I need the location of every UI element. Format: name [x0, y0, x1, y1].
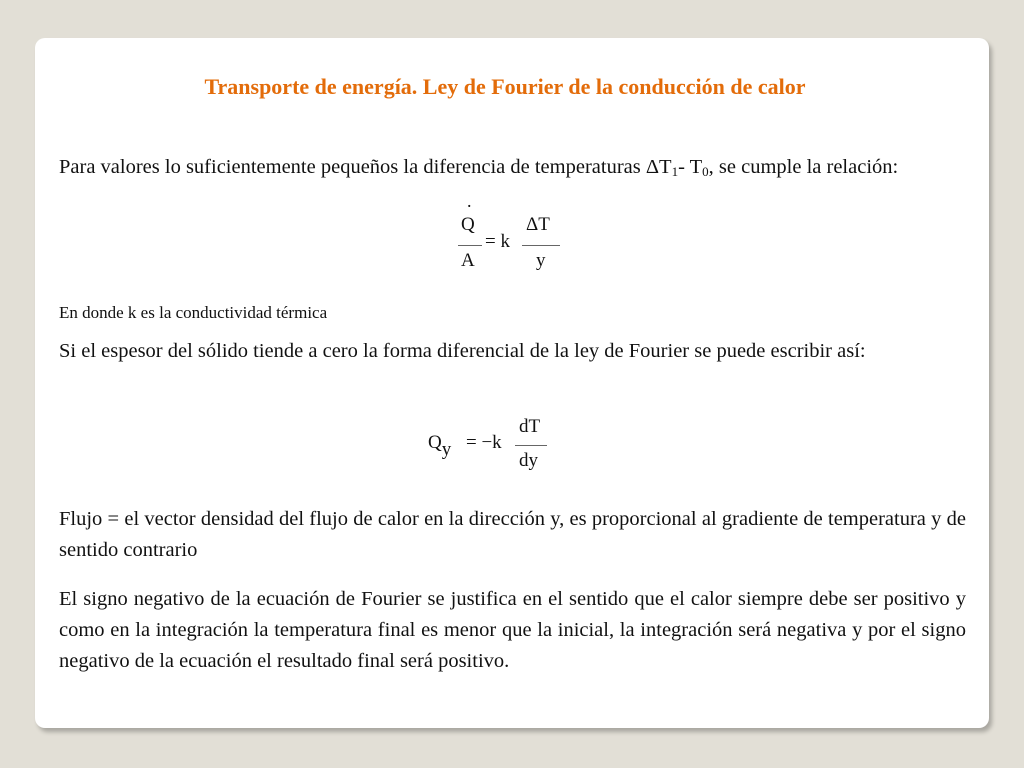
- eq1-rhs-numerator: ΔT: [526, 214, 550, 235]
- intro-text-mid: - T: [678, 156, 703, 178]
- eq2-lhs: [428, 432, 452, 460]
- eq1-equals-k: = k: [485, 231, 510, 252]
- eq1-numerator: Q: [461, 214, 475, 235]
- paragraph-intro: [59, 152, 966, 183]
- eq2-lhs-q: Q: [428, 432, 442, 453]
- subscript-0: 0: [702, 164, 709, 179]
- q-dot: .: [467, 191, 472, 211]
- paragraph-flux: Flujo = el vector densidad del flujo de calor en la dirección y, es proporcional al gradiente de temperatura y de sentido contrario: [59, 508, 966, 561]
- equation-fourier-law: [428, 412, 558, 476]
- intro-text-after: , se cumple la relación:: [708, 156, 899, 178]
- subscript-1: 1: [671, 164, 679, 179]
- intro-text-before: Para valores lo suficientemente pequeños la diferencia de temperaturas ΔT: [59, 156, 672, 178]
- paragraph-differential: Si el espesor del sólido tiende a cero la forma diferencial de la ley de Fourier se puede escribir así:: [59, 340, 866, 362]
- equation-heat-flux: [455, 191, 575, 278]
- slide-title: Transporte de energía. Ley de Fourier de la conducción de calor: [204, 74, 806, 99]
- paragraph-negative-sign: El signo negativo de la ecuación de Fourier se justifica en el sentido que el calor siempre debe ser positivo y como en la integración la temperatura final es menor que la inicial, la integración será negativa y por el signo negativo de la ecuación el resultado final será positivo.: [59, 588, 966, 672]
- eq1-denominator: A: [461, 250, 475, 271]
- eq1-fraction-bar-right: [522, 245, 560, 246]
- eq2-equals-minus-k: = −k: [466, 432, 502, 453]
- eq2-fraction-bar: [515, 445, 547, 446]
- eq1-rhs-denominator: y: [536, 250, 546, 271]
- eq2-denominator: dy: [519, 450, 538, 471]
- eq2-lhs-subscript: y: [441, 439, 452, 460]
- slide: [35, 38, 989, 728]
- eq2-numerator: dT: [519, 416, 541, 437]
- eq1-fraction-bar-left: [458, 245, 482, 246]
- paragraph-conductivity: En donde k es la conductividad térmica: [59, 303, 328, 322]
